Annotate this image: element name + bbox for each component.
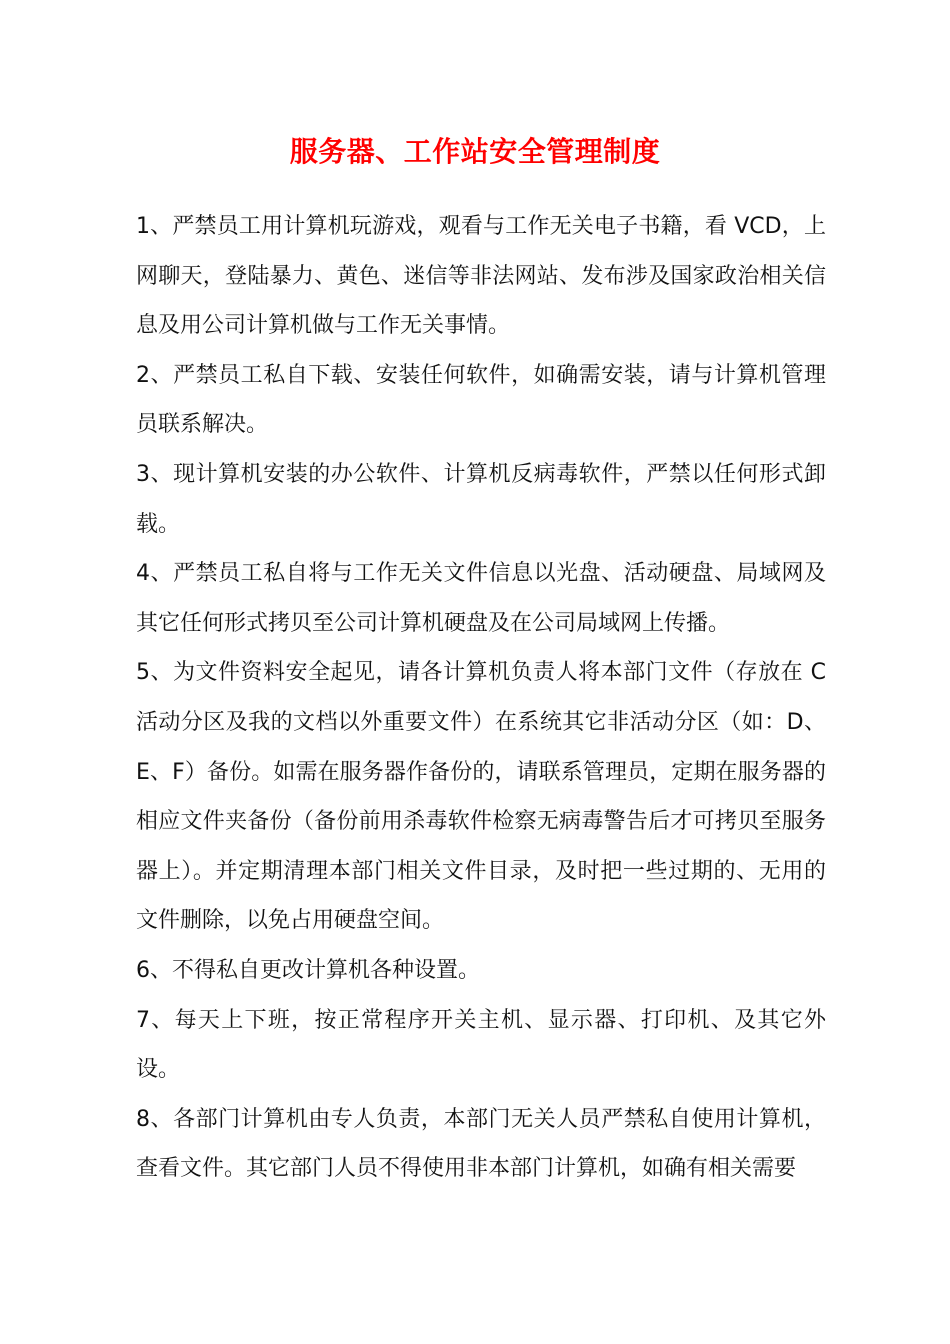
rule-paragraph-7: 7、每天上下班，按正常程序开关主机、显示器、打印机、及其它外设。	[136, 1007, 826, 1083]
page-title: 服务器、工作站安全管理制度	[289, 135, 661, 168]
rule-paragraph-6: 6、不得私自更改计算机各种设置。	[136, 957, 480, 983]
rule-paragraph-5: 5、为文件资料安全起见，请各计算机负责人将本部门文件（存放在 C 活动分区及我的文档以外重要文件）在系统其它非活动分区（如：D、E、F）备份。如需在服务器作备份的，请联系管理员，定期在服务器的相应文件夹备份（备份前用杀毒软件检察无病毒警告后才可拷贝至服务器上）。并定期清理本部门相关文件目录，及时把一些过期的、无用的文件删除，以免占用硬盘空间。	[136, 660, 826, 934]
rule-paragraph-2: 2、严禁员工私自下载、安装任何软件，如确需安装，请与计算机管理员联系解决。	[136, 362, 826, 438]
document-body	[136, 202, 826, 1194]
rule-paragraph-8: 8、各部门计算机由专人负责，本部门无关人员严禁私自使用计算机，查看文件。其它部门人员不得使用非本部门计算机，如确有相关需要	[136, 1106, 826, 1182]
rule-paragraph-4: 4、严禁员工私自将与工作无关文件信息以光盘、活动硬盘、局域网及其它任何形式拷贝至公司计算机硬盘及在公司局域网上传播。	[136, 561, 826, 636]
rule-paragraph-1: 1、严禁员工用计算机玩游戏，观看与工作无关电子书籍，看 VCD，上网聊天，登陆暴力、黄色、迷信等非法网站、发布涉及国家政治相关信息及用公司计算机做与工作无关事情。	[136, 214, 826, 339]
rule-paragraph-3: 3、现计算机安装的办公软件、计算机反病毒软件，严禁以任何形式卸载。	[136, 461, 826, 537]
